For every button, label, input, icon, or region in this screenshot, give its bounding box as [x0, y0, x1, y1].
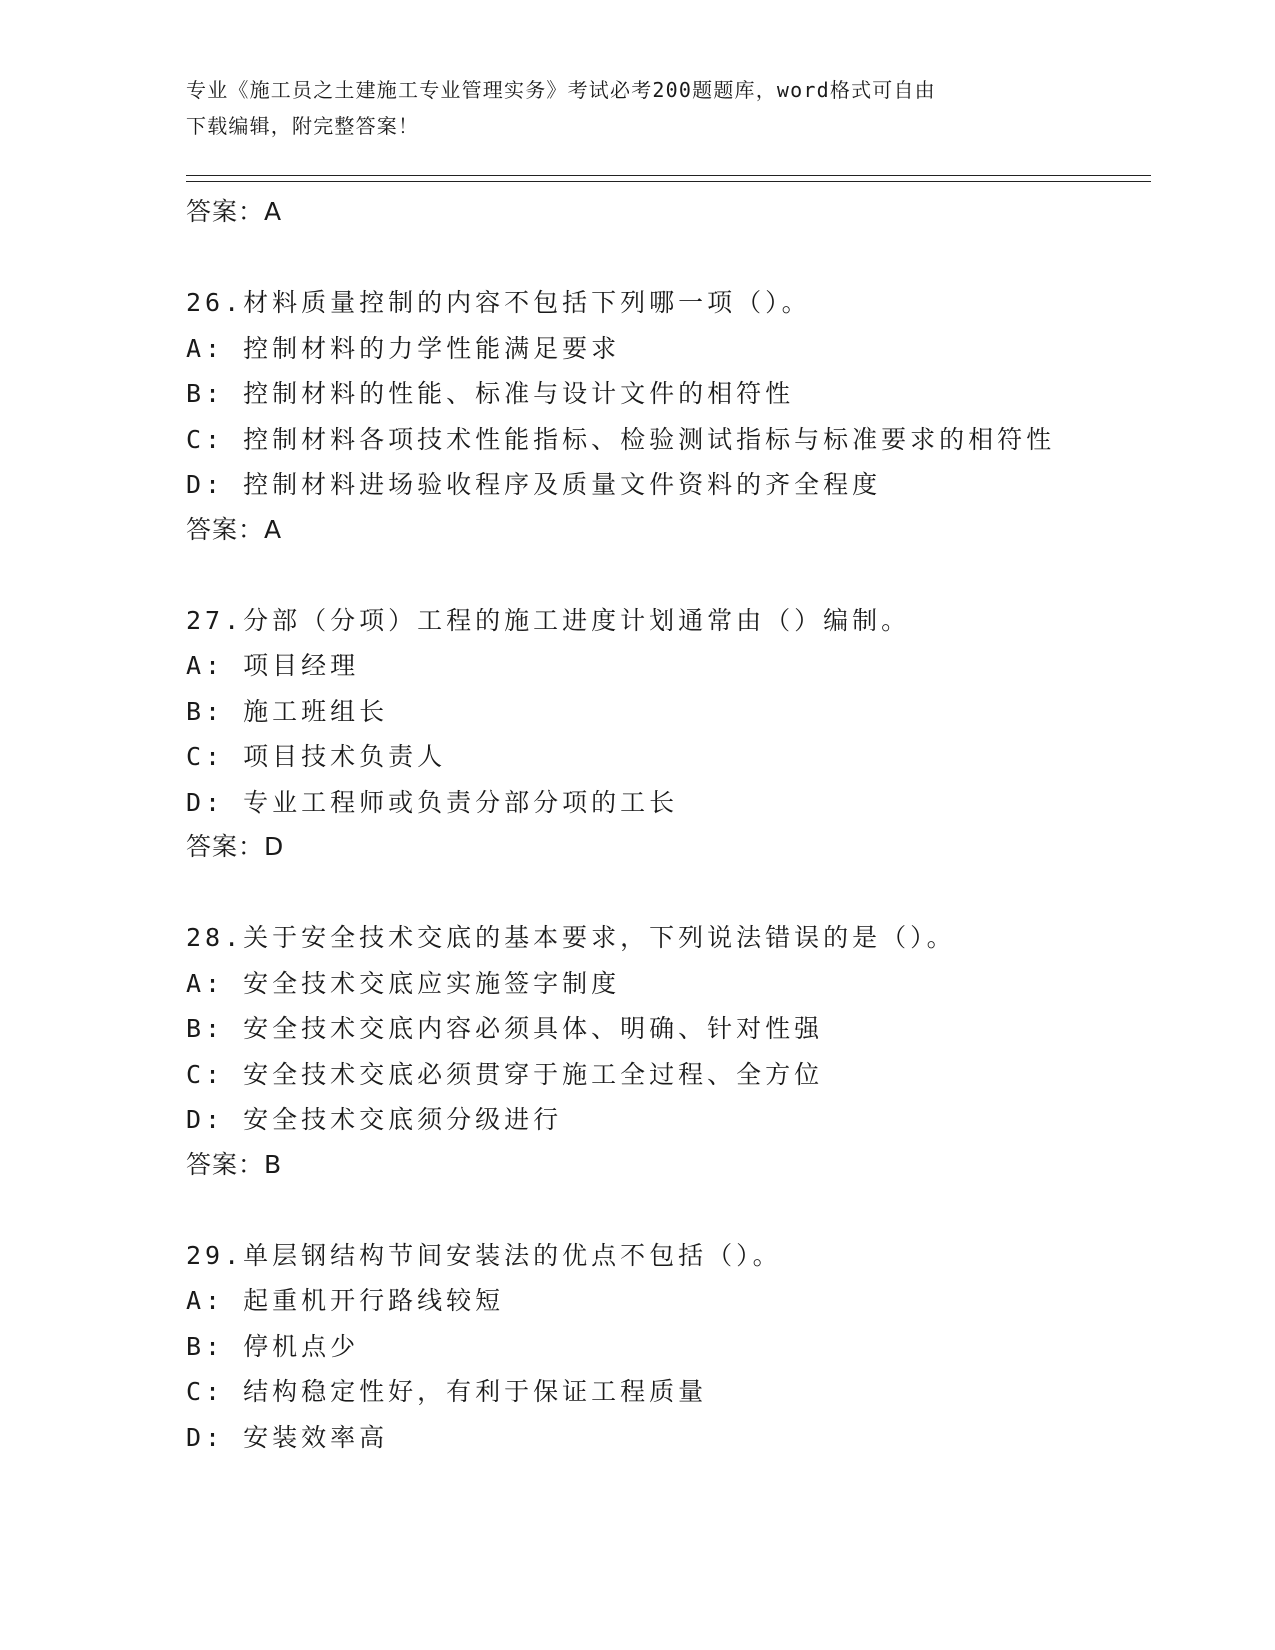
option-c: C: 控制材料各项技术性能指标、检验测试指标与标准要求的相符性: [186, 424, 1056, 454]
header-divider-bottom: [186, 181, 1151, 182]
question-text: 29.单层钢结构节间安装法的优点不包括（）。: [186, 1240, 782, 1270]
header-line-1: 专业《施工员之土建施工专业管理实务》考试必考200题题库，word格式可自由: [186, 78, 936, 102]
question-26: [186, 280, 1146, 552]
option-a: A: 项目经理: [186, 651, 360, 680]
question-list: [186, 190, 1146, 1460]
answer-25: 答案：A: [186, 197, 283, 226]
page-header: [186, 72, 1066, 144]
option-a: A: 控制材料的力学性能满足要求: [186, 333, 621, 363]
question-text: 28.关于安全技术交底的基本要求，下列说法错误的是（）。: [186, 923, 956, 952]
spacer: [186, 869, 1146, 915]
question-text: 27.分部（分项）工程的施工进度计划通常由（）编制。: [186, 605, 911, 635]
header-divider-top: [186, 175, 1151, 176]
answer-28: 答案：B: [186, 1149, 283, 1179]
option-b: B: 停机点少: [186, 1331, 360, 1361]
option-b: B: 控制材料的性能、标准与设计文件的相符性: [186, 379, 795, 408]
question-text: 26.材料质量控制的内容不包括下列哪一项（）。: [186, 288, 811, 317]
spacer: [186, 1187, 1146, 1233]
header-line-2: 下载编辑，附完整答案！: [186, 114, 420, 138]
option-d: D: 控制材料进场验收程序及质量文件资料的齐全程度: [186, 470, 882, 499]
option-c: C: 安全技术交底必须贯穿于施工全过程、全方位: [186, 1059, 824, 1089]
option-b: B: 安全技术交底内容必须具体、明确、针对性强: [186, 1014, 824, 1043]
answer-27: 答案：D: [186, 832, 285, 861]
option-d: D: 安全技术交底须分级进行: [186, 1105, 563, 1134]
option-d: D: 安装效率高: [186, 1422, 389, 1452]
option-b: B: 施工班组长: [186, 696, 389, 726]
option-a: A: 安全技术交底应实施签字制度: [186, 968, 621, 998]
option-c: C: 结构稳定性好，有利于保证工程质量: [186, 1377, 708, 1406]
option-a: A: 起重机开行路线较短: [186, 1286, 505, 1315]
spacer: [186, 234, 1146, 280]
question-29: [186, 1233, 1146, 1461]
answer-26: 答案：A: [186, 514, 283, 544]
question-28: [186, 915, 1146, 1187]
option-d: D: 专业工程师或负责分部分项的工长: [186, 787, 679, 817]
option-c: C: 项目技术负责人: [186, 742, 447, 771]
question-27: [186, 598, 1146, 870]
spacer: [186, 552, 1146, 598]
